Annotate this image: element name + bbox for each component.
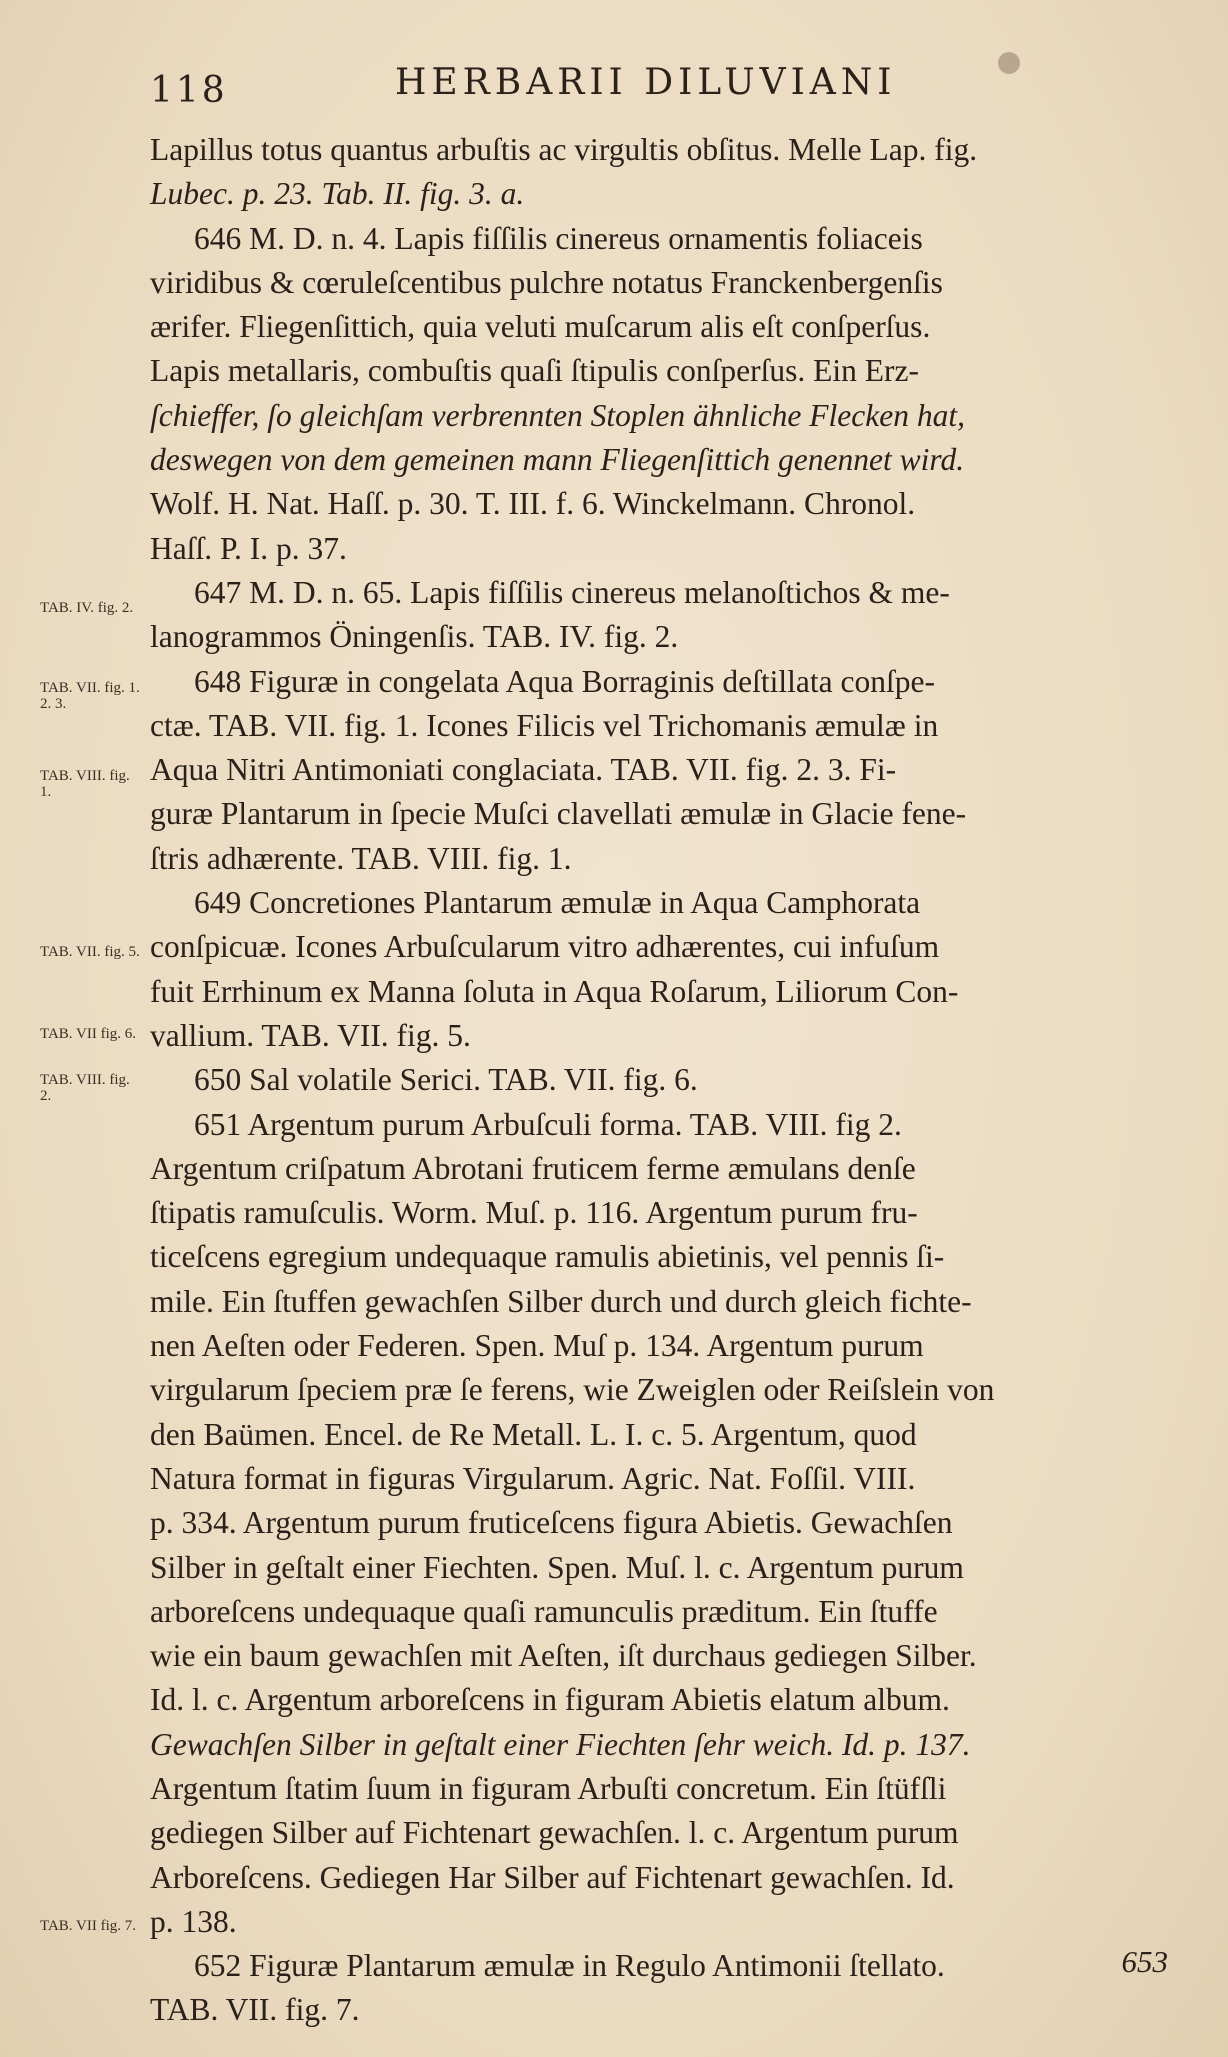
text-line: lanogrammos Öningenſis. TAB. IV. fig. 2.	[150, 619, 679, 655]
text-line: Id. l. c. Argentum arboreſcens in figuram Abietis elatum album.	[150, 1682, 950, 1718]
text-line: TAB. VII. fig. 7.	[150, 1992, 360, 2028]
text-line: ærifer. Fliegenſittich, quia veluti muſcarum alis eſt conſperſus.	[150, 309, 931, 345]
text-line: p. 138.	[150, 1903, 237, 1939]
text-line: Wolf. H. Nat. Haſſ. p. 30. T. III. f. 6. Winckelmann. Chronol.	[150, 486, 916, 522]
text-line: ticeſcens egregium undequaque ramulis abietinis, vel pennis ſi-	[150, 1239, 945, 1275]
text-line: Argentum criſpatum Abrotani fruticem ferme æmulans denſe	[150, 1150, 916, 1186]
text-line: p. 334. Argentum purum fruticeſcens figura Abietis. Gewachſen	[150, 1505, 953, 1541]
running-title: HERBARII DILUVIANI	[395, 62, 897, 103]
text-line: ſchieffer, ſo gleichſam verbrennten Stoplen ähnliche Flecken hat,	[150, 397, 965, 433]
text-line: arboreſcens undequaque quaſi ramunculis præditum. Ein ſtuffe	[150, 1593, 938, 1629]
text-line: fuit Errhinum ex Manna ſoluta in Aqua Roſarum, Liliorum Con-	[150, 973, 959, 1009]
text-line: viridibus & cœruleſcentibus pulchre notatus Franckenbergenſis	[150, 264, 943, 300]
text-line: 652 Figuræ Plantarum æmulæ in Regulo Antimonii ſtellato.	[194, 1948, 945, 1984]
margin-note: TAB. VII fig. 6.	[40, 1026, 137, 1042]
text-line: vallium. TAB. VII. fig. 5.	[150, 1017, 471, 1053]
text-line: 651 Argentum purum Arbuſculi forma. TAB. VIII. fig 2.	[194, 1106, 902, 1142]
ink-spot-icon	[998, 52, 1020, 74]
page-number: 118	[150, 70, 228, 111]
text-line: den Baümen. Encel. de Re Metall. L. I. c. 5. Argentum, quod	[150, 1416, 917, 1452]
body-text	[150, 128, 1180, 2033]
margin-note: TAB. VIII. fig. 2.	[40, 1072, 130, 1104]
margin-note: TAB. VII. fig. 1. 2. 3.	[40, 680, 140, 712]
margin-note: TAB. VIII. fig. 1.	[40, 768, 130, 800]
text-line: Haſſ. P. I. p. 37.	[150, 530, 347, 566]
text-line: Lapis metallaris, combuſtis quaſi ſtipulis conſperſus. Ein Erz-	[150, 353, 919, 389]
text-line: Lubec. p. 23. Tab. II. fig. 3. a.	[150, 176, 525, 212]
page-header	[150, 58, 1180, 111]
text-line: Argentum ſtatim ſuum in figuram Arbuſti concretum. Ein ſtüfſli	[150, 1770, 947, 1806]
text-line: 648 Figuræ in congelata Aqua Borraginis deſtillata conſpe-	[194, 663, 935, 699]
text-line: virgularum ſpeciem præ ſe ferens, wie Zweiglen oder Reiſslein von	[150, 1372, 995, 1408]
text-line: Natura format in figuras Virgularum. Agric. Nat. Foſſil. VIII.	[150, 1460, 916, 1496]
text-line: ſtris adhærente. TAB. VIII. fig. 1.	[150, 840, 572, 876]
text-line: Arboreſcens. Gediegen Har Silber auf Fichtenart gewachſen. Id.	[150, 1859, 955, 1895]
text-line: nen Aeſten oder Federen. Spen. Muſ p. 134. Argentum purum	[150, 1328, 924, 1364]
text-line: Gewachſen Silber in geſtalt einer Fiechten ſehr weich. Id. p. 137.	[150, 1726, 971, 1762]
text-line: 646 M. D. n. 4. Lapis fiſſilis cinereus ornamentis foliaceis	[194, 220, 923, 256]
text-line: 649 Concretiones Plantarum æmulæ in Aqua Camphorata	[194, 885, 921, 921]
text-line: ctæ. TAB. VII. fig. 1. Icones Filicis vel Trichomanis æmulæ in	[150, 707, 939, 743]
text-line: 650 Sal volatile Serici. TAB. VII. fig. 6.	[194, 1062, 698, 1098]
text-line: Lapillus totus quantus arbuſtis ac virgultis obſitus. Melle Lap. fig.	[150, 132, 978, 167]
text-line: wie ein baum gewachſen mit Aeſten, iſt durchaus gediegen Silber.	[150, 1638, 977, 1674]
text-line: guræ Plantarum in ſpecie Muſci clavellati æmulæ in Glacie fene-	[150, 796, 967, 832]
text-line: conſpicuæ. Icones Arbuſcularum vitro adhærentes, cui infuſum	[150, 929, 940, 965]
text-line: Silber in geſtalt einer Fiechten. Spen. Muſ. l. c. Argentum purum	[150, 1549, 964, 1585]
margin-note: TAB. IV. fig. 2.	[40, 600, 134, 616]
text-line: ſtipatis ramuſculis. Worm. Muſ. p. 116. Argentum purum fru-	[150, 1195, 918, 1231]
margin-note: TAB. VII fig. 7.	[40, 1918, 137, 1934]
catchword: 653	[1121, 1944, 1168, 1979]
text-line: 647 M. D. n. 65. Lapis fiſſilis cinereus melanoſtichos & me-	[194, 574, 950, 610]
text-line: gediegen Silber auf Fichtenart gewachſen. l. c. Argentum purum	[150, 1815, 959, 1851]
text-line: deswegen von dem gemeinen mann Fliegenſittich genennet wird.	[150, 442, 965, 478]
margin-note: TAB. VII. fig. 5.	[40, 944, 140, 960]
text-line: Aqua Nitri Antimoniati conglaciata. TAB. VII. fig. 2. 3. Fi-	[150, 752, 897, 788]
text-line: mile. Ein ſtuffen gewachſen Silber durch und durch gleich fichte-	[150, 1283, 972, 1319]
